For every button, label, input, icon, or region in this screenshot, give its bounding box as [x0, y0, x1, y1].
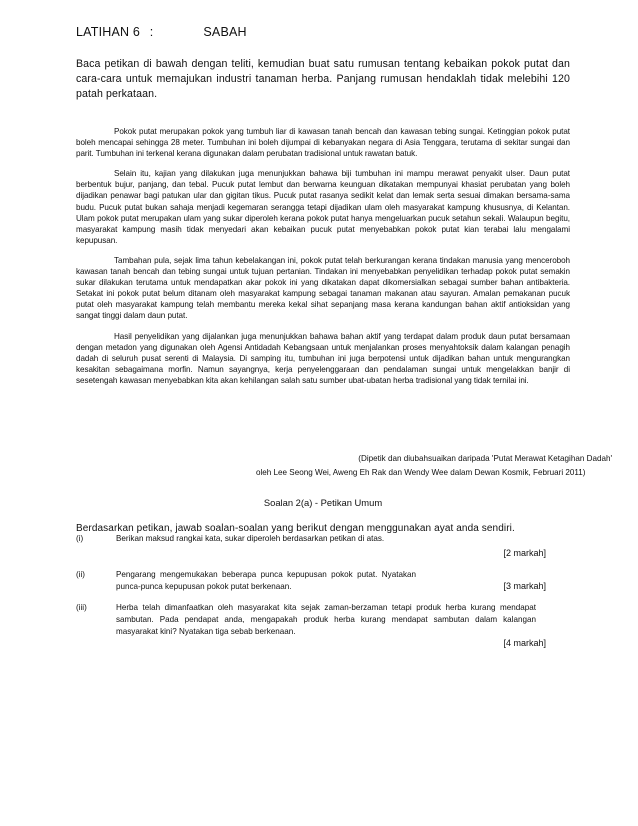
passage-paragraph: Pokok putat merupakan pokok yang tumbuh liar di kawasan tanah bencah dan kawasan tebing sungai. Ketinggian pokok putat boleh mencapai sehingga 28 meter. Tumbuhan ini boleh dijumpai di kebanyakan negara di Asia Tenggara, terutama di sekitar sungai dan parit. Tumbuhan ini terkenal kerana digunakan dalam perubatan tradisional untuk rawatan batuk. [76, 127, 570, 159]
page-header [76, 25, 247, 39]
questions-intro: Berdasarkan petikan, jawab soalan-soalan yang berikut dengan menggunakan ayat anda sendiri. [76, 523, 515, 534]
question-mark: [4 markah] [503, 638, 546, 648]
question-mark: [3 markah] [503, 581, 546, 591]
question-number: (iii) [76, 603, 87, 612]
question-text: Berikan maksud rangkai kata, sukar diperoleh berdasarkan petikan di atas. [116, 534, 385, 543]
question-number: (i) [76, 534, 84, 543]
source-citation-line1: (Dipetik dan diubahsuaikan daripada 'Putat Merawat Ketagihan Dadah' [358, 454, 612, 463]
passage-paragraph: Selain itu, kajian yang dilakukan juga menunjukkan bahawa biji tumbuhan ini mampu merawat penyakit ulser. Daun putat berbentuk bujur, panjang, dan tebal. Pucuk putat lembut dan berwarna keunguan dikatakan mempunyai khasiat perubatan yang boleh dijadikan penawar bagi patukan ular dan gigitan tikus. Pucuk putat rasanya sedikit kelat dan lemak serta sesuai dimakan bersama-sama budu. Pucuk putat bukan sahaja menjadi kegemaran serangga tetapi dijadikan ulam oleh masyarakat kampung khususnya, di Kelantan. Ulam pokok putat merupakan ulam yang sukar diperoleh kerana pokok putat hanya mengeluarkan pucuk setahun sekali. Walaupun begitu, masyarakat kampung masih tidak menyedari akan kebaikan pucuk putat menyebabkan pokok putat kian terabai lalu mengalami kepupusan. [76, 169, 570, 245]
header-colon: : [149, 25, 154, 39]
question-number: (ii) [76, 570, 85, 579]
source-citation-line2: oleh Lee Seong Wei, Aweng Eh Rak dan Wendy Wee dalam Dewan Kosmik, Februari 2011) [256, 468, 586, 477]
exercise-label: LATIHAN 6 [76, 25, 141, 39]
question-mark: [2 markah] [503, 548, 546, 558]
questions-title: Soalan 2(a) - Petikan Umum [263, 497, 383, 508]
region-label: SABAH [203, 25, 247, 39]
question-text: Herba telah dimanfaatkan oleh masyarakat kita sejak zaman-berzaman tetapi produk herba kurang mendapat sambutan. Pada pendapat anda, mengapakah produk herba kurang mendapat sambutan dalam kalangan masyarakat kini? Nyatakan tiga sebab berkenaan. [116, 603, 536, 636]
passage [76, 126, 570, 395]
question-item [76, 602, 546, 652]
question-text: Pengarang mengemukakan beberapa punca kepupusan pokok putat. Nyatakan punca-punca kepupusan pokok putat berkenaan. [116, 570, 416, 591]
question-item [76, 533, 546, 563]
instruction-text: Baca petikan di bawah dengan teliti, kemudian buat satu rumusan tentang kebaikan pokok putat dan cara-cara untuk memajukan industri tanaman herba. Panjang rumusan hendaklah tidak melebihi 120 patah perkataan. [76, 58, 570, 100]
question-item [76, 569, 546, 595]
passage-paragraph: Tambahan pula, sejak lima tahun kebelakangan ini, pokok putat telah berkurangan kerana tindakan manusia yang menceroboh kawasan tanah bencah dan tebing sungai untuk tujuan pertanian. Tindakan ini menyebabkan penyelidikan terhadap pokok putat semakin sukar dilakukan terutama untuk mendapatkan akar pokok ini yang dikatakan dapat dikomersialkan sebagai sumber bahan antibakteria. Setakat ini pokok putat belum ditanam oleh masyarakat kampung sebagai tanaman makanan atau sayuran. Amalan pemakanan pucuk putat oleh masyarakat kampung telah membantu mereka kekal sihat sepanjang masa kerana kandungan bahan aktif antioksidan yang sangat tinggi dalam daun putat. [76, 255, 570, 321]
passage-paragraph: Hasil penyelidikan yang dijalankan juga menunjukkan bahawa bahan aktif yang terdapat dalam produk daun putat bersamaan dengan metadon yang digunakan oleh Agensi Antidadah Kebangsaan untuk menjalankan proses menyahtoksik dalam kalangan penagih dadah di seluruh pusat serenti di Malaysia. Di samping itu, tumbuhan ini juga berpotensi untuk dijadikan bahan untuk mengurangkan kesakitan sebagaimana morfin. Namun sayangnya, kerja penyelenggaraan dan pendalaman sungai untuk mengelakkan banjir di sesetengah kawasan menyebabkan kita akan kehilangan salah satu sumber ubat-ubatan herba tradisional yang tidak ternilai ini. [76, 331, 570, 385]
